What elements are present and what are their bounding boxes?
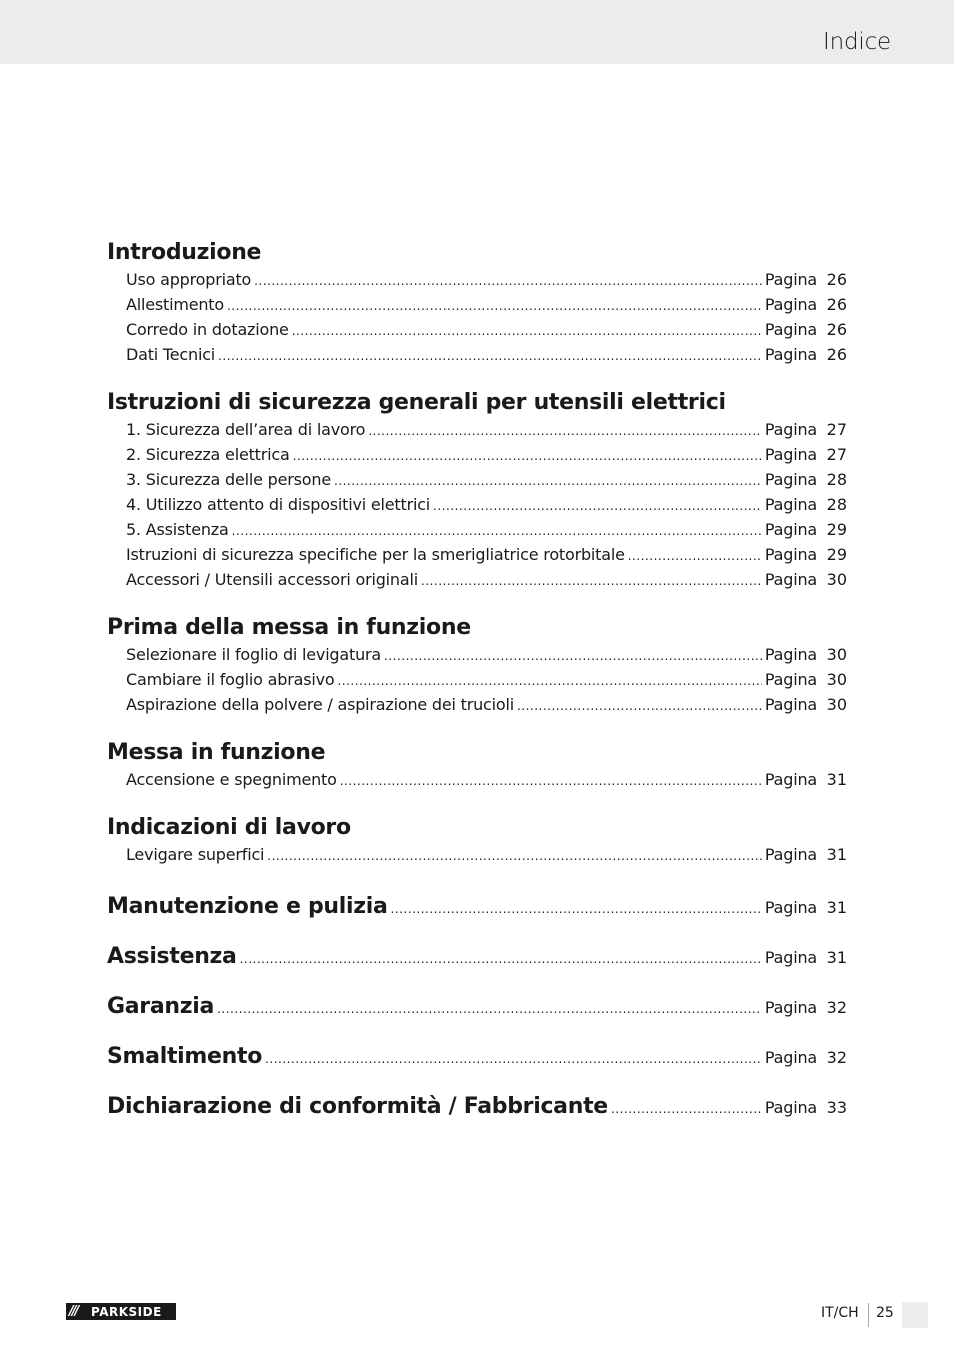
entry-label: Allestimento — [126, 295, 224, 314]
dot-leader — [391, 884, 762, 934]
page-number: 26 — [826, 270, 847, 289]
page-number: 26 — [826, 345, 847, 364]
entry-label: 2. Sicurezza elettrica — [126, 445, 290, 464]
page-word: Pagina — [764, 670, 817, 689]
toc-section-istruzioni-sicurezza — [107, 388, 847, 592]
page-number: 33 — [826, 1098, 847, 1117]
page-word: Pagina — [764, 845, 817, 864]
dot-leader — [337, 669, 761, 694]
toc-entry[interactable] — [107, 642, 847, 667]
country-code: IT/CH — [821, 1305, 859, 1321]
page-word: Pagina — [764, 345, 817, 364]
page-number: 28 — [826, 495, 847, 514]
section-title[interactable]: Prima della messa in funzione — [107, 615, 471, 640]
dot-leader — [384, 644, 762, 669]
page-number: 26 — [826, 295, 847, 314]
dot-leader — [267, 844, 762, 869]
toc-major-entry[interactable] — [107, 982, 847, 1032]
entry-label: Aspirazione della polvere / aspirazione dei trucioli — [126, 695, 514, 714]
section-title[interactable]: Istruzioni di sicurezza generali per utensili elettrici — [107, 390, 726, 415]
page-word: Pagina — [764, 898, 817, 917]
toc-entry[interactable] — [107, 292, 847, 317]
dot-leader — [227, 294, 762, 319]
page-word: Pagina — [764, 495, 817, 514]
page-number: 30 — [826, 670, 847, 689]
page-number: 31 — [826, 770, 847, 789]
dot-leader — [340, 769, 762, 794]
entry-label: 1. Sicurezza dell’area di lavoro — [126, 420, 366, 439]
toc-entry[interactable] — [107, 842, 847, 867]
page-number: 31 — [826, 898, 847, 917]
toc-entry[interactable] — [107, 567, 847, 592]
toc-major-entry[interactable] — [107, 882, 847, 932]
page-number: 30 — [826, 695, 847, 714]
toc-major-entry[interactable] — [107, 932, 847, 982]
toc-section-prima-della-messa — [107, 613, 847, 717]
page-word: Pagina — [764, 645, 817, 664]
entry-label: Cambiare il foglio abrasivo — [126, 670, 335, 689]
toc-entry[interactable] — [107, 767, 847, 792]
page-number: 30 — [826, 570, 847, 589]
dot-leader — [433, 494, 762, 519]
page-word: Pagina — [764, 470, 817, 489]
dot-leader — [368, 419, 762, 444]
page-number-footer: 25 — [876, 1305, 894, 1321]
page-word: Pagina — [764, 295, 817, 314]
page-word: Pagina — [764, 270, 817, 289]
page-number: 26 — [826, 320, 847, 339]
entry-label: Istruzioni di sicurezza specifiche per la smerigliatrice rotorbitale — [126, 545, 625, 564]
entry-label: Accensione e spegnimento — [126, 770, 337, 789]
page-number: 31 — [826, 845, 847, 864]
dot-leader — [265, 1034, 762, 1084]
dot-leader — [611, 1084, 762, 1134]
dot-leader — [292, 319, 762, 344]
major-entry-title: Garanzia — [107, 994, 215, 1019]
dot-leader — [232, 519, 762, 544]
toc-entry[interactable] — [107, 442, 847, 467]
page-number: 32 — [826, 998, 847, 1017]
entry-label: Dati Tecnici — [126, 345, 216, 364]
page-word: Pagina — [764, 695, 817, 714]
page-word: Pagina — [764, 420, 817, 439]
logo-slashes: /// — [69, 1304, 78, 1319]
parkside-logo — [66, 1303, 176, 1320]
page-word: Pagina — [764, 770, 817, 789]
table-of-contents — [107, 238, 847, 1132]
footer-divider — [868, 1303, 869, 1327]
entry-label: Selezionare il foglio di levigatura — [126, 645, 381, 664]
toc-entry[interactable] — [107, 667, 847, 692]
dot-leader — [240, 934, 762, 984]
header-band — [0, 0, 954, 64]
dot-leader — [334, 469, 762, 494]
toc-major-entry[interactable] — [107, 1032, 847, 1082]
toc-major-entries — [107, 882, 847, 1132]
toc-entry[interactable] — [107, 267, 847, 292]
page-number: 28 — [826, 470, 847, 489]
page-number: 29 — [826, 545, 847, 564]
page-title: Indice — [823, 29, 891, 55]
page-word: Pagina — [764, 1098, 817, 1117]
dot-leader — [218, 344, 762, 369]
page-number: 27 — [826, 420, 847, 439]
entry-label: 4. Utilizzo attento di dispositivi elettrici — [126, 495, 431, 514]
page-number: 27 — [826, 445, 847, 464]
entry-label: Accessori / Utensili accessori originali — [126, 570, 418, 589]
dot-leader — [217, 984, 762, 1034]
dot-leader — [293, 444, 762, 469]
footer-tab-box — [902, 1302, 928, 1328]
dot-leader — [254, 269, 762, 294]
toc-entry[interactable] — [107, 467, 847, 492]
entry-label: Corredo in dotazione — [126, 320, 289, 339]
section-title[interactable]: Introduzione — [107, 240, 262, 265]
logo-text: PARKSIDE — [91, 1304, 162, 1319]
page-word: Pagina — [764, 545, 817, 564]
major-entry-title: Smaltimento — [107, 1044, 263, 1069]
toc-entry[interactable] — [107, 492, 847, 517]
dot-leader — [421, 569, 762, 594]
page-word: Pagina — [764, 998, 817, 1017]
page-number: 31 — [826, 948, 847, 967]
toc-major-entry[interactable] — [107, 1082, 847, 1132]
section-title[interactable]: Messa in funzione — [107, 740, 326, 765]
page-word: Pagina — [764, 520, 817, 539]
toc-entry[interactable] — [107, 692, 847, 717]
page-word: Pagina — [764, 445, 817, 464]
page-word: Pagina — [764, 570, 817, 589]
toc-section-messa-in-funzione — [107, 738, 847, 792]
dot-leader — [628, 544, 762, 569]
page-number: 32 — [826, 1048, 847, 1067]
toc-section-indicazioni-di-lavoro — [107, 813, 847, 867]
major-entry-title: Dichiarazione di conformità / Fabbricante — [107, 1094, 608, 1119]
entry-label: 5. Assistenza — [126, 520, 229, 539]
toc-entry[interactable] — [107, 417, 847, 442]
page-number: 29 — [826, 520, 847, 539]
page-word: Pagina — [764, 948, 817, 967]
entry-label: Levigare superfici — [126, 845, 265, 864]
major-entry-title: Assistenza — [107, 944, 237, 969]
page-word: Pagina — [764, 1048, 817, 1067]
page-word: Pagina — [764, 320, 817, 339]
toc-entry[interactable] — [107, 517, 847, 542]
page-number: 30 — [826, 645, 847, 664]
major-entry-title: Manutenzione e pulizia — [107, 894, 388, 919]
toc-entry[interactable] — [107, 317, 847, 342]
toc-entry[interactable] — [107, 342, 847, 367]
toc-section-introduzione — [107, 238, 847, 367]
toc-entry[interactable] — [107, 542, 847, 567]
dot-leader — [517, 694, 762, 719]
section-title[interactable]: Indicazioni di lavoro — [107, 815, 351, 840]
entry-label: 3. Sicurezza delle persone — [126, 470, 331, 489]
entry-label: Uso appropriato — [126, 270, 252, 289]
